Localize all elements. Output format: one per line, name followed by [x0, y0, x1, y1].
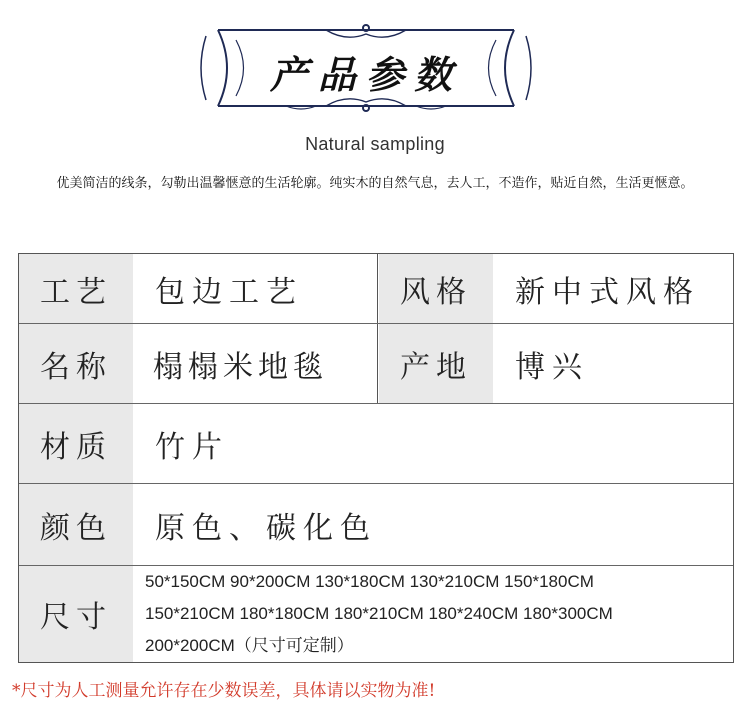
table-row: [19, 404, 733, 484]
spec-table: [18, 253, 734, 663]
name-value: 榻榻米地毯: [153, 349, 328, 385]
table-row: [19, 254, 733, 324]
column-divider: [377, 324, 378, 403]
style-value: 新中式风格: [515, 274, 700, 310]
size-line: 50*150CM 90*200CM 130*180CM 130*210CM 150*180CM: [145, 572, 594, 591]
page-title: 产品参数: [269, 52, 462, 97]
size-label: 尺寸: [19, 566, 133, 662]
material-label: 材质: [19, 404, 133, 483]
table-row: [19, 324, 733, 404]
size-list: [133, 566, 733, 662]
material-value: 竹片: [155, 429, 229, 465]
size-line: 150*210CM 180*180CM 180*210CM 180*240CM 180*300CM: [145, 604, 613, 623]
disclaimer-note: *尺寸为人工测量允许存在少数误差，具体请以实物为准!: [12, 681, 436, 701]
subtitle: Natural sampling: [305, 134, 445, 154]
style-label: 风格: [379, 254, 493, 323]
color-value: 原色、碳化色: [155, 510, 377, 546]
table-row: [19, 566, 733, 662]
craft-value: 包边工艺: [155, 274, 303, 310]
origin-label: 产地: [379, 324, 493, 403]
craft-label: 工艺: [19, 254, 133, 323]
size-line: 200*200CM（尺寸可定制）: [145, 636, 354, 655]
intro-text: 优美简洁的线条，勾勒出温馨惬意的生活轮廓。纯实木的自然气息，去人工，不造作，贴近自然，生活更惬意。: [56, 175, 694, 190]
column-divider: [377, 254, 378, 323]
color-label: 颜色: [19, 484, 133, 565]
name-label: 名称: [19, 324, 133, 403]
title-banner: [196, 22, 536, 114]
origin-value: 博兴: [515, 349, 589, 385]
table-row: [19, 484, 733, 566]
